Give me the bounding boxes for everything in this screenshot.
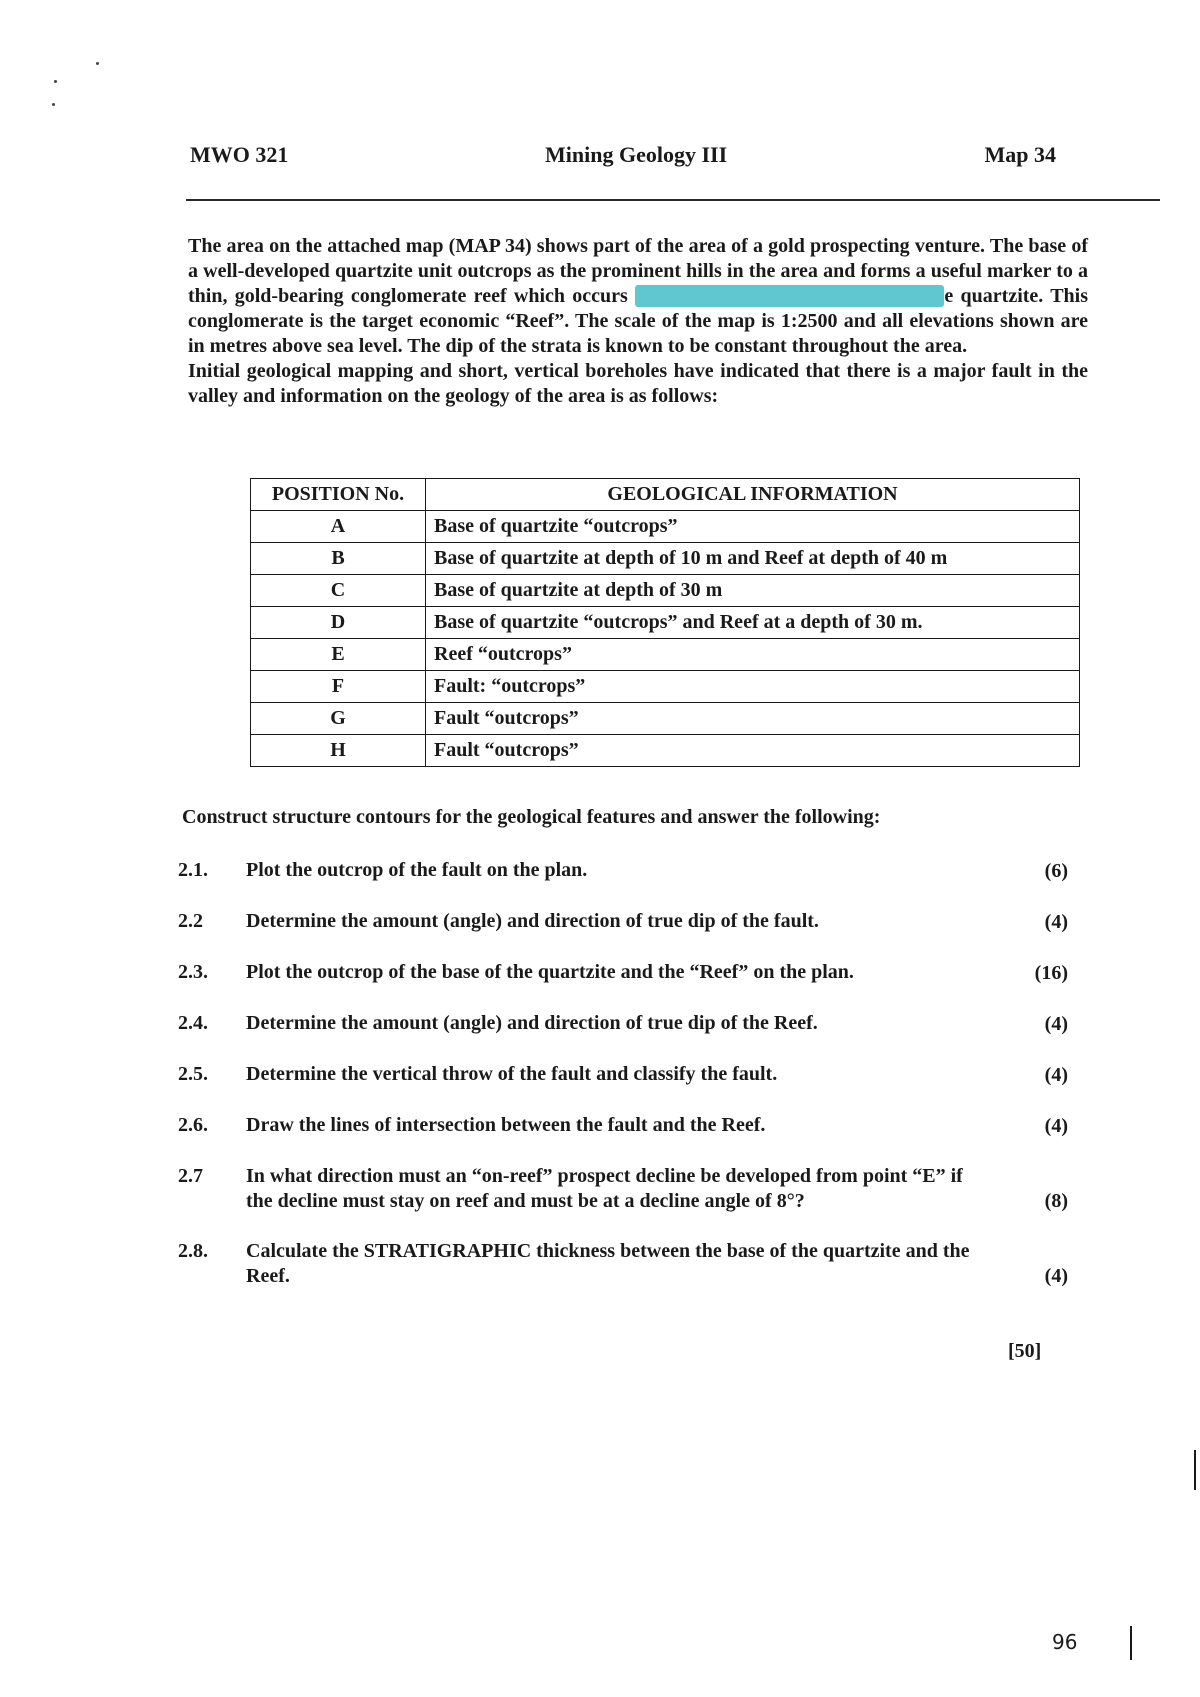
table-row [251,703,1080,735]
question-item [178,1113,1068,1139]
position-cell: E [251,639,426,671]
question-text: Determine the amount (angle) and direction of true dip of the Reef. [246,1012,818,1034]
page-header [190,142,1056,178]
info-cell: Base of quartzite at depth of 10 m and Reef at depth of 40 m [426,543,1080,575]
question-marks: (8) [1044,1190,1068,1212]
scan-speck [54,80,57,83]
question-item [178,960,1068,986]
question-marks: (4) [1044,1064,1068,1086]
question-list [178,858,1068,1314]
question-text: Plot the outcrop of the fault on the plan. [246,859,588,881]
course-title: Mining Geology III [545,142,728,167]
question-text: Draw the lines of intersection between the fault and the Reef. [246,1114,766,1136]
highlight-mark [635,285,944,307]
page-number: 96 [1052,1630,1078,1654]
question-number: 2.5. [178,1063,208,1085]
intro-paragraph-1 [188,234,1088,359]
question-text: Plot the outcrop of the base of the quartzite and the “Reef” on the plan. [246,961,854,983]
info-cell: Base of quartzite “outcrops” [426,511,1080,543]
geological-information-table [250,478,1080,767]
question-number: 2.4. [178,1012,208,1034]
position-cell: G [251,703,426,735]
table-row [251,575,1080,607]
info-cell: Fault “outcrops” [426,703,1080,735]
margin-mark [1130,1626,1132,1660]
intro-part-1: The area on the attached map (MAP 34) shows part of the area of a gold prospecting venture. The base of a well-developed quartzite unit outcrops as the prominent hills in the area and forms a useful marker to a thin, gold-bearing conglomerate reef which occurs [188,235,1088,307]
scan-speck [96,62,99,65]
question-item [178,1011,1068,1037]
info-cell: Base of quartzite at depth of 30 m [426,575,1080,607]
intro-paragraph-2: Initial geological mapping and short, vertical boreholes have indicated that there is a major fault in the valley and information on the geology of the area is as follows: [188,360,1088,407]
question-item [178,1164,1068,1214]
question-number: 2.2 [178,910,203,932]
info-cell: Fault: “outcrops” [426,671,1080,703]
position-cell: C [251,575,426,607]
question-text: Determine the amount (angle) and direction of true dip of the fault. [246,910,819,932]
question-text: In what direction must an “on-reef” prospect decline be developed from point “E” if the decline must stay on reef and must be at a decline angle of 8°? [246,1165,963,1212]
question-text: Calculate the STRATIGRAPHIC thickness between the base of the quartzite and the Reef. [246,1240,970,1287]
position-cell: F [251,671,426,703]
question-marks: (4) [1044,1013,1068,1035]
question-number: 2.6. [178,1114,208,1136]
intro-text [188,234,1088,409]
position-cell: A [251,511,426,543]
course-code: MWO 321 [190,142,289,167]
question-item [178,909,1068,935]
question-marks: (4) [1044,1115,1068,1137]
table-row [251,607,1080,639]
total-marks: [50] [1008,1340,1042,1362]
question-marks: (4) [1044,911,1068,933]
table-row [251,543,1080,575]
info-cell: Base of quartzite “outcrops” and Reef at a depth of 30 m. [426,607,1080,639]
position-cell: D [251,607,426,639]
question-item [178,1239,1068,1289]
map-label: Map 34 [984,142,1056,167]
instruction-text: Construct structure contours for the geological features and answer the following: [182,806,881,828]
table-row [251,639,1080,671]
intro-part-2: e quartzite. This conglomerate is the target economic “Reef”. The scale of the map is 1:2500 and all elevations shown are in metres above sea level. The dip of the strata is known to be constant throughout the area. [188,285,1089,357]
position-cell: H [251,735,426,767]
question-item [178,1062,1068,1088]
question-item [178,858,1068,884]
question-text: Determine the vertical throw of the fault and classify the fault. [246,1063,778,1085]
question-number: 2.8. [178,1240,208,1262]
table-row [251,735,1080,767]
margin-mark [1194,1450,1196,1490]
header-rule [186,199,1160,201]
column-header-position: POSITION No. [251,479,426,511]
scan-speck [52,103,55,106]
position-cell: B [251,543,426,575]
table-header-row [251,479,1080,511]
question-number: 2.1. [178,859,208,881]
question-marks: (6) [1044,860,1068,882]
table-row [251,671,1080,703]
info-cell: Fault “outcrops” [426,735,1080,767]
question-number: 2.3. [178,961,208,983]
question-number: 2.7 [178,1165,203,1187]
table-row [251,511,1080,543]
info-cell: Reef “outcrops” [426,639,1080,671]
question-marks: (4) [1044,1265,1068,1287]
column-header-info: GEOLOGICAL INFORMATION [426,479,1080,511]
question-marks: (16) [1034,962,1068,984]
